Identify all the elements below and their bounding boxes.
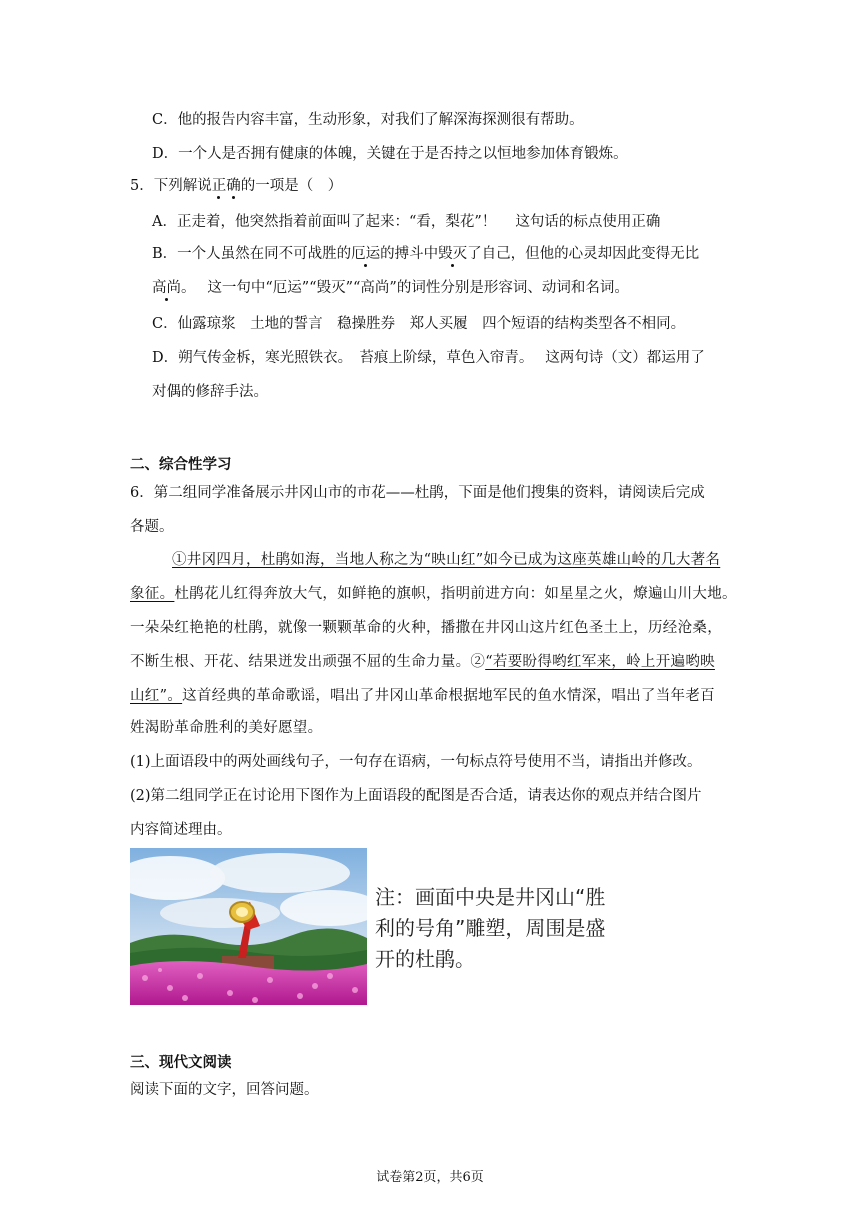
q5-stem: 5．下列解说正确的一项是（ ）: [130, 178, 343, 194]
underlined-sentence-2: “若要盼得哟红军来，岭上开遍哟映: [485, 654, 715, 670]
passage-line2: 象征。杜鹃花儿红得奔放大气，如鲜艳的旗帜，指明前进方向：如星星之火，燎遍山川大地。: [130, 586, 737, 602]
passage-line3: 一朵朵红艳艳的杜鹃，就像一颗颗革命的火种，播撒在井冈山这片红色圣土上，历经沧桑，: [130, 620, 722, 636]
emphasis-dot-char: 正: [211, 178, 227, 194]
q5-option-b-line1: B．一个人虽然在同不可战胜的厄运的搏斗中毁灭了自己，但他的心灵却因此变得无比: [152, 246, 700, 262]
dotted-word-huimie: 毁灭: [438, 246, 468, 262]
q5-option-d-line2: 对偶的修辞手法。: [152, 384, 268, 400]
q6-stem-line2: 各题。: [130, 519, 174, 535]
q6-stem-line1: 6．第二组同学准备展示井冈山市的市花——杜鹃，下面是他们搜集的资料，请阅读后完成: [130, 485, 705, 501]
section3-title: 三、现代文阅读: [130, 1054, 232, 1071]
underlined-sentence-2-end: 山红”。: [130, 688, 183, 704]
q6-sub2-line1: (2)第二组同学正在讨论用下图作为上面语段的配图是否合适，请表达你的观点并结合图片: [130, 788, 702, 804]
q5-option-d-line1: D．朔气传金柝，寒光照铁衣。 苔痕上阶绿，草色入帘青。 这两句诗（文）都运用了: [152, 350, 705, 366]
page-footer: 试卷第2页，共6页: [376, 1170, 484, 1185]
q6-sub1: (1)上面语段中的两处画线句子，一句存在语病，一句标点符号使用不当，请指出并修改。: [130, 754, 702, 770]
section3-intro: 阅读下面的文字，回答问题。: [130, 1082, 319, 1098]
q4-option-c: C．他的报告内容丰富，生动形象，对我们了解深海探测很有帮助。: [152, 112, 584, 128]
passage-line5: 山红”。这首经典的革命歌谣，唱出了井冈山革命根据地军民的鱼水情深，唱出了当年老百: [130, 688, 715, 704]
dotted-word-eyun: 厄运: [351, 246, 381, 262]
emphasis-dot-char: 确: [226, 178, 241, 194]
q4-option-d: D．一个人是否拥有健康的体魄，关键在于是否持之以恒地参加体育锻炼。: [152, 146, 628, 162]
photo-caption-note: 注：画面中央是井冈山“胜利的号角”雕塑，周围是盛开的杜鹃。: [375, 885, 606, 971]
passage-line4: 不断生根、开花、结果迸发出顽强不屈的生命力量。②“若要盼得哟红军来，岭上开遍哟映: [130, 654, 715, 670]
q5-option-c: C．仙露琼浆 土地的誓言 稳操胜券 郑人买履 四个短语的结构类型各不相同。: [152, 316, 686, 332]
section2-title: 二、综合性学习: [130, 456, 232, 473]
q6-sub2-line2: 内容简述理由。: [130, 822, 232, 838]
underlined-sentence-1-end: 象征。: [130, 586, 175, 602]
q5-option-b-line2: 高尚。 这一句中“厄运”“毁灭”“高尚”的词性分别是形容词、动词和名词。: [152, 280, 629, 296]
trumpet-sculpture-photo: [130, 848, 367, 1005]
underlined-sentence-1: ①井冈四月，杜鹃如海，当地人称之为“映山红”如今已成为这座英雄山岭的几大著名: [172, 552, 721, 568]
q5-option-a: A．正走着，他突然指着前面叫了起来：“看，梨花”！ 这句话的标点使用正确: [152, 214, 661, 230]
passage-line6: 姓渴盼革命胜利的美好愿望。: [130, 720, 323, 736]
passage-line1: [172, 550, 720, 570]
dotted-word-gaoshang: 高尚: [152, 280, 181, 296]
